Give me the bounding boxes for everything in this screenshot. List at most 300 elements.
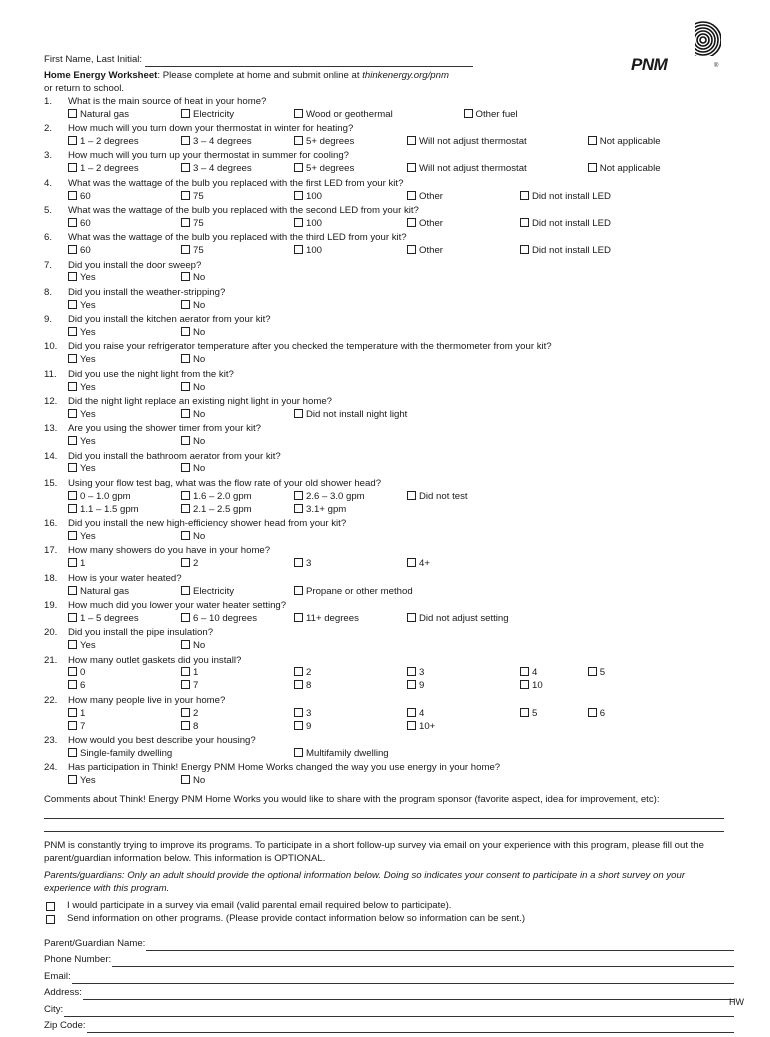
option-checkbox[interactable] [588,667,605,680]
question-list [44,96,734,790]
option-checkbox[interactable] [181,436,205,449]
checkbox-square[interactable] [68,245,77,254]
checkbox-square[interactable] [68,109,77,118]
checkbox-square[interactable] [68,667,77,676]
checkbox-square[interactable] [520,245,529,254]
contact-field-line[interactable] [64,1006,734,1017]
checkbox-square[interactable] [294,191,303,200]
checkbox-square[interactable] [181,163,190,172]
checkbox-square[interactable] [68,163,77,172]
option-label: 1 – 2 degrees [80,163,139,175]
option-checkbox[interactable] [520,245,611,258]
question-text: Did you install the bathroom aerator from your kit? [68,450,281,462]
option-checkbox[interactable] [294,191,322,204]
checkbox-square[interactable] [520,218,529,227]
option-row [68,748,734,761]
option-checkbox[interactable] [181,409,205,422]
question-text: How many showers do you have in your home? [68,545,271,557]
option-row [68,354,734,367]
checkbox-square[interactable] [181,218,190,227]
checkbox-square[interactable] [68,436,77,445]
checkbox-square[interactable] [294,721,303,730]
contact-field-label: City: [44,1003,64,1015]
checkbox-square[interactable] [407,680,416,689]
checkbox-square[interactable] [181,640,190,649]
checkbox-square[interactable] [588,136,597,145]
question-prompt [44,150,734,163]
option-checkbox[interactable] [407,245,443,258]
option-checkbox[interactable] [294,667,311,680]
option-checkbox[interactable] [68,504,139,517]
option-checkbox[interactable] [68,680,85,693]
question-3 [44,150,734,177]
option-checkbox[interactable] [520,708,537,721]
checkbox-square[interactable] [407,491,416,500]
option-checkbox[interactable] [68,300,96,313]
option-row [68,558,734,571]
question-text: Did you install the pipe insulation? [68,627,214,639]
question-number: 4. [44,177,53,189]
question-16 [44,518,734,545]
option-label: Yes [80,775,96,787]
option-checkbox[interactable] [294,613,359,626]
option-checkbox[interactable] [181,708,198,721]
checkbox-square[interactable] [181,504,190,513]
checkbox-square[interactable] [181,109,190,118]
checkbox-square[interactable] [181,667,190,676]
question-22 [44,695,734,735]
option-checkbox[interactable] [68,436,96,449]
option-checkbox[interactable] [68,245,91,258]
option-label: 60 [80,190,91,202]
option-checkbox[interactable] [464,109,518,122]
question-number: 14. [44,450,58,462]
checkbox-square[interactable] [68,613,77,622]
option-label: Did not install LED [532,190,611,202]
contact-field[interactable] [44,1004,734,1017]
option-label: Not applicable [599,135,661,147]
title-line-2: or return to school. [44,82,124,94]
contact-field-line[interactable] [112,956,734,967]
checkbox-square[interactable] [68,327,77,336]
option-row [68,775,734,788]
option-checkbox[interactable] [407,136,527,149]
checkbox-square[interactable] [407,708,416,717]
question-6 [44,232,734,259]
checkbox-square[interactable] [181,300,190,309]
option-checkbox[interactable] [407,613,509,626]
option-row [68,531,734,544]
option-checkbox[interactable] [181,354,205,367]
question-number: 11. [44,368,57,380]
question-prompt [44,178,734,191]
option-checkbox[interactable] [294,409,407,422]
checkbox-square[interactable] [68,354,77,363]
option-checkbox[interactable] [520,191,611,204]
checkbox-square[interactable] [68,531,77,540]
option-checkbox[interactable] [68,721,85,734]
option-label: 9 [419,680,425,692]
question-text: Are you using the shower timer from your kit? [68,423,262,435]
option-label: 1.6 – 2.0 gpm [193,490,252,502]
question-number: 13. [44,423,58,435]
option-label: Yes [80,272,96,284]
option-checkbox[interactable] [294,586,413,599]
option-checkbox[interactable] [181,531,205,544]
consent-survey[interactable] [44,900,734,913]
checkbox-square[interactable] [407,721,416,730]
option-checkbox[interactable] [181,613,257,626]
question-text: Did the night light replace an existing night light in your home? [68,395,332,407]
checkbox-square[interactable] [520,680,529,689]
checkbox-square[interactable] [588,163,597,172]
option-checkbox[interactable] [588,708,605,721]
option-checkbox[interactable] [294,245,322,258]
option-checkbox[interactable] [68,463,96,476]
option-label: Yes [80,530,96,542]
option-label: Multifamily dwelling [306,747,389,759]
option-checkbox[interactable] [181,272,205,285]
checkbox-square[interactable] [520,667,529,676]
checkbox-square[interactable] [68,775,77,784]
option-checkbox[interactable] [181,109,234,122]
checkbox-square[interactable] [294,218,303,227]
option-checkbox[interactable] [181,680,198,693]
option-checkbox[interactable] [68,272,96,285]
checkbox-square[interactable] [68,558,77,567]
question-number: 12. [44,395,58,407]
consent-info[interactable] [44,913,734,926]
option-label: No [193,381,206,393]
option-checkbox[interactable] [181,504,252,517]
option-row [68,491,734,504]
option-checkbox[interactable] [68,775,96,788]
option-checkbox[interactable] [68,163,139,176]
consent-survey-label: I would participate in a survey via email (valid parental email required below to participate). [67,900,452,912]
option-label: Yes [80,463,96,475]
option-checkbox[interactable] [294,708,311,721]
option-checkbox[interactable] [294,680,311,693]
option-row [68,680,734,693]
option-checkbox[interactable] [407,667,424,680]
question-text: How many outlet gaskets did you install? [68,654,242,666]
option-label: Yes [80,381,96,393]
comments-line-1[interactable] [44,806,724,819]
question-24 [44,762,734,789]
option-checkbox[interactable] [68,531,96,544]
contact-field[interactable] [44,954,734,967]
option-checkbox[interactable] [68,613,139,626]
checkbox-square[interactable] [181,721,190,730]
checkbox-square[interactable] [181,491,190,500]
checkbox-square[interactable] [294,586,303,595]
checkbox-square[interactable] [181,558,190,567]
checkbox-square[interactable] [181,136,190,145]
question-number: 19. [44,599,58,611]
question-15 [44,478,734,518]
checkbox-square[interactable] [181,245,190,254]
checkbox-square[interactable] [407,218,416,227]
option-checkbox[interactable] [407,680,424,693]
checkbox-square[interactable] [181,354,190,363]
option-label: Did not install LED [532,245,611,257]
option-checkbox[interactable] [407,558,430,571]
checkbox-square[interactable] [294,748,303,757]
option-checkbox[interactable] [520,667,537,680]
checkbox-square[interactable] [407,191,416,200]
option-checkbox[interactable] [68,409,96,422]
checkbox-square[interactable] [407,613,416,622]
question-prompt [44,695,734,708]
option-checkbox[interactable] [68,491,131,504]
option-checkbox[interactable] [181,491,252,504]
option-checkbox[interactable] [68,382,96,395]
option-checkbox[interactable] [68,748,172,761]
checkbox-square[interactable] [294,708,303,717]
option-row [68,136,734,149]
contact-field-line[interactable] [72,973,734,984]
checkbox-square[interactable] [294,109,303,118]
option-checkbox[interactable] [294,163,354,176]
question-14 [44,451,734,478]
checkbox-square[interactable] [181,775,190,784]
option-label: 100 [306,190,323,202]
option-checkbox[interactable] [181,136,252,149]
checkbox-square[interactable] [181,531,190,540]
option-row [68,382,734,395]
option-checkbox[interactable] [294,491,365,504]
title-text: : Please complete at home and submit online at [157,69,363,81]
question-7 [44,260,734,287]
option-checkbox[interactable] [294,109,393,122]
option-checkbox[interactable] [407,491,468,504]
option-row [68,409,734,422]
option-checkbox[interactable] [68,586,129,599]
question-text: Did you install the new high-efficiency shower head from your kit? [68,518,347,530]
checkbox-square[interactable] [68,640,77,649]
option-checkbox[interactable] [68,136,139,149]
option-checkbox[interactable] [181,300,205,313]
option-row [68,272,734,285]
option-checkbox[interactable] [68,109,129,122]
question-text: How much will you turn down your thermostat in winter for heating? [68,123,354,135]
option-label: 8 [306,680,312,692]
option-checkbox[interactable] [181,667,198,680]
checkbox-square[interactable] [68,748,77,757]
checkbox-square[interactable] [68,680,77,689]
option-checkbox[interactable] [407,163,527,176]
option-checkbox[interactable] [407,721,435,734]
question-prompt [44,655,734,668]
option-checkbox[interactable] [68,708,85,721]
option-checkbox[interactable] [181,775,205,788]
option-checkbox[interactable] [181,382,205,395]
contact-field[interactable] [44,938,734,951]
option-checkbox[interactable] [68,191,91,204]
option-checkbox[interactable] [181,721,198,734]
question-number: 3. [44,150,53,162]
checkbox-square[interactable] [181,327,190,336]
option-label: 9 [306,720,312,732]
checkbox-square[interactable] [464,109,473,118]
title-bold: Home Energy Worksheet [44,69,158,81]
option-checkbox[interactable] [294,504,346,517]
checkbox-square[interactable] [407,136,416,145]
checkbox-square[interactable] [181,272,190,281]
checkbox-square[interactable] [68,586,77,595]
question-text: Did you install the door sweep? [68,259,202,271]
checkbox-square[interactable] [68,382,77,391]
option-checkbox[interactable] [181,327,205,340]
option-label: 1.1 – 1.5 gpm [80,503,139,515]
option-label: Propane or other method [306,585,413,597]
checkbox-square[interactable] [68,463,77,472]
checkbox-square[interactable] [407,245,416,254]
option-checkbox[interactable] [294,558,311,571]
option-label: 75 [193,190,204,202]
checkbox-square[interactable] [181,191,190,200]
checkbox-square[interactable] [181,680,190,689]
option-label: 0 – 1.0 gpm [80,490,131,502]
option-row [68,218,734,231]
option-label: 1 [193,667,199,679]
option-checkbox[interactable] [407,191,443,204]
option-checkbox[interactable] [588,163,661,176]
option-checkbox[interactable] [294,721,311,734]
checkbox-square[interactable] [181,708,190,717]
option-checkbox[interactable] [294,136,354,149]
checkbox-square[interactable] [294,136,303,145]
option-checkbox[interactable] [68,667,85,680]
checkbox-square[interactable] [181,409,190,418]
checkbox-square[interactable] [294,667,303,676]
option-label: Natural gas [80,108,130,120]
option-label: No [193,640,206,652]
option-label: No [193,408,206,420]
checkbox-square[interactable] [407,667,416,676]
option-checkbox[interactable] [181,218,204,231]
option-label: 3 – 4 degrees [193,163,252,175]
checkbox-square[interactable] [294,163,303,172]
checkbox-square[interactable] [294,680,303,689]
option-label: 10 [532,680,543,692]
question-text: What was the wattage of the bulb you replaced with the first LED from your kit? [68,177,404,189]
name-line[interactable] [145,56,473,67]
option-checkbox[interactable] [520,680,543,693]
option-checkbox[interactable] [181,191,204,204]
checkbox-square[interactable] [68,218,77,227]
option-label: Will not adjust thermostat [419,163,527,175]
option-checkbox[interactable] [294,218,322,231]
question-prompt [44,369,734,382]
option-label: 2 [306,667,312,679]
checkbox-square[interactable] [294,245,303,254]
checkbox-square[interactable] [294,613,303,622]
checkbox-square[interactable] [68,708,77,717]
option-label: 75 [193,217,204,229]
option-label: Will not adjust thermostat [419,135,527,147]
checkbox-square[interactable] [181,382,190,391]
checkbox-square[interactable] [181,436,190,445]
question-prompt [44,232,734,245]
option-checkbox[interactable] [520,218,611,231]
checkbox-square[interactable] [68,136,77,145]
checkbox-square[interactable] [588,667,597,676]
option-checkbox[interactable] [68,218,91,231]
consent-info-checkbox[interactable] [46,915,55,924]
checkbox-square[interactable] [68,491,77,500]
consent-survey-checkbox[interactable] [46,902,55,911]
checkbox-square[interactable] [181,463,190,472]
question-11 [44,369,734,396]
option-checkbox[interactable] [181,558,198,571]
option-label: 7 [193,680,199,692]
contact-field[interactable] [44,1020,734,1033]
option-label: 5+ degrees [306,135,355,147]
option-checkbox[interactable] [588,136,661,149]
option-label: 5 [532,707,538,719]
name-row [44,54,734,67]
checkbox-square[interactable] [294,558,303,567]
question-number: 22. [44,694,58,706]
option-checkbox[interactable] [181,586,234,599]
checkbox-square[interactable] [407,163,416,172]
option-label: No [193,463,206,475]
checkbox-square[interactable] [520,708,529,717]
checkbox-square[interactable] [68,409,77,418]
option-label: 3 [419,667,425,679]
checkbox-square[interactable] [294,409,303,418]
question-text: Did you install the weather-stripping? [68,286,226,298]
option-checkbox[interactable] [68,558,85,571]
checkbox-square[interactable] [68,721,77,730]
option-checkbox[interactable] [181,463,205,476]
option-label: Other [419,245,443,257]
option-checkbox[interactable] [294,748,389,761]
checkbox-square[interactable] [68,272,77,281]
contact-field[interactable] [44,987,734,1000]
contact-field-line[interactable] [83,989,734,1000]
option-checkbox[interactable] [181,640,205,653]
question-text: How is your water heated? [68,572,182,584]
checkbox-square[interactable] [181,586,190,595]
checkbox-square[interactable] [68,300,77,309]
checkbox-square[interactable] [181,613,190,622]
checkbox-square[interactable] [68,504,77,513]
contact-field[interactable] [44,971,734,984]
question-prompt [44,314,734,327]
option-checkbox[interactable] [181,163,252,176]
option-checkbox[interactable] [68,327,96,340]
option-checkbox[interactable] [68,354,96,367]
checkbox-square[interactable] [520,191,529,200]
contact-field-line[interactable] [146,940,734,951]
checkbox-square[interactable] [68,191,77,200]
checkbox-square[interactable] [294,491,303,500]
checkbox-square[interactable] [588,708,597,717]
comments-line-2[interactable] [44,819,724,832]
contact-field-label: Parent/Guardian Name: [44,937,146,949]
option-checkbox[interactable] [68,640,96,653]
option-checkbox[interactable] [407,708,424,721]
checkbox-square[interactable] [407,558,416,567]
option-checkbox[interactable] [181,245,204,258]
option-label: Wood or geothermal [306,108,393,120]
checkbox-square[interactable] [294,504,303,513]
option-row [68,327,734,340]
option-label: 2.6 – 3.0 gpm [306,490,365,502]
option-checkbox[interactable] [407,218,443,231]
